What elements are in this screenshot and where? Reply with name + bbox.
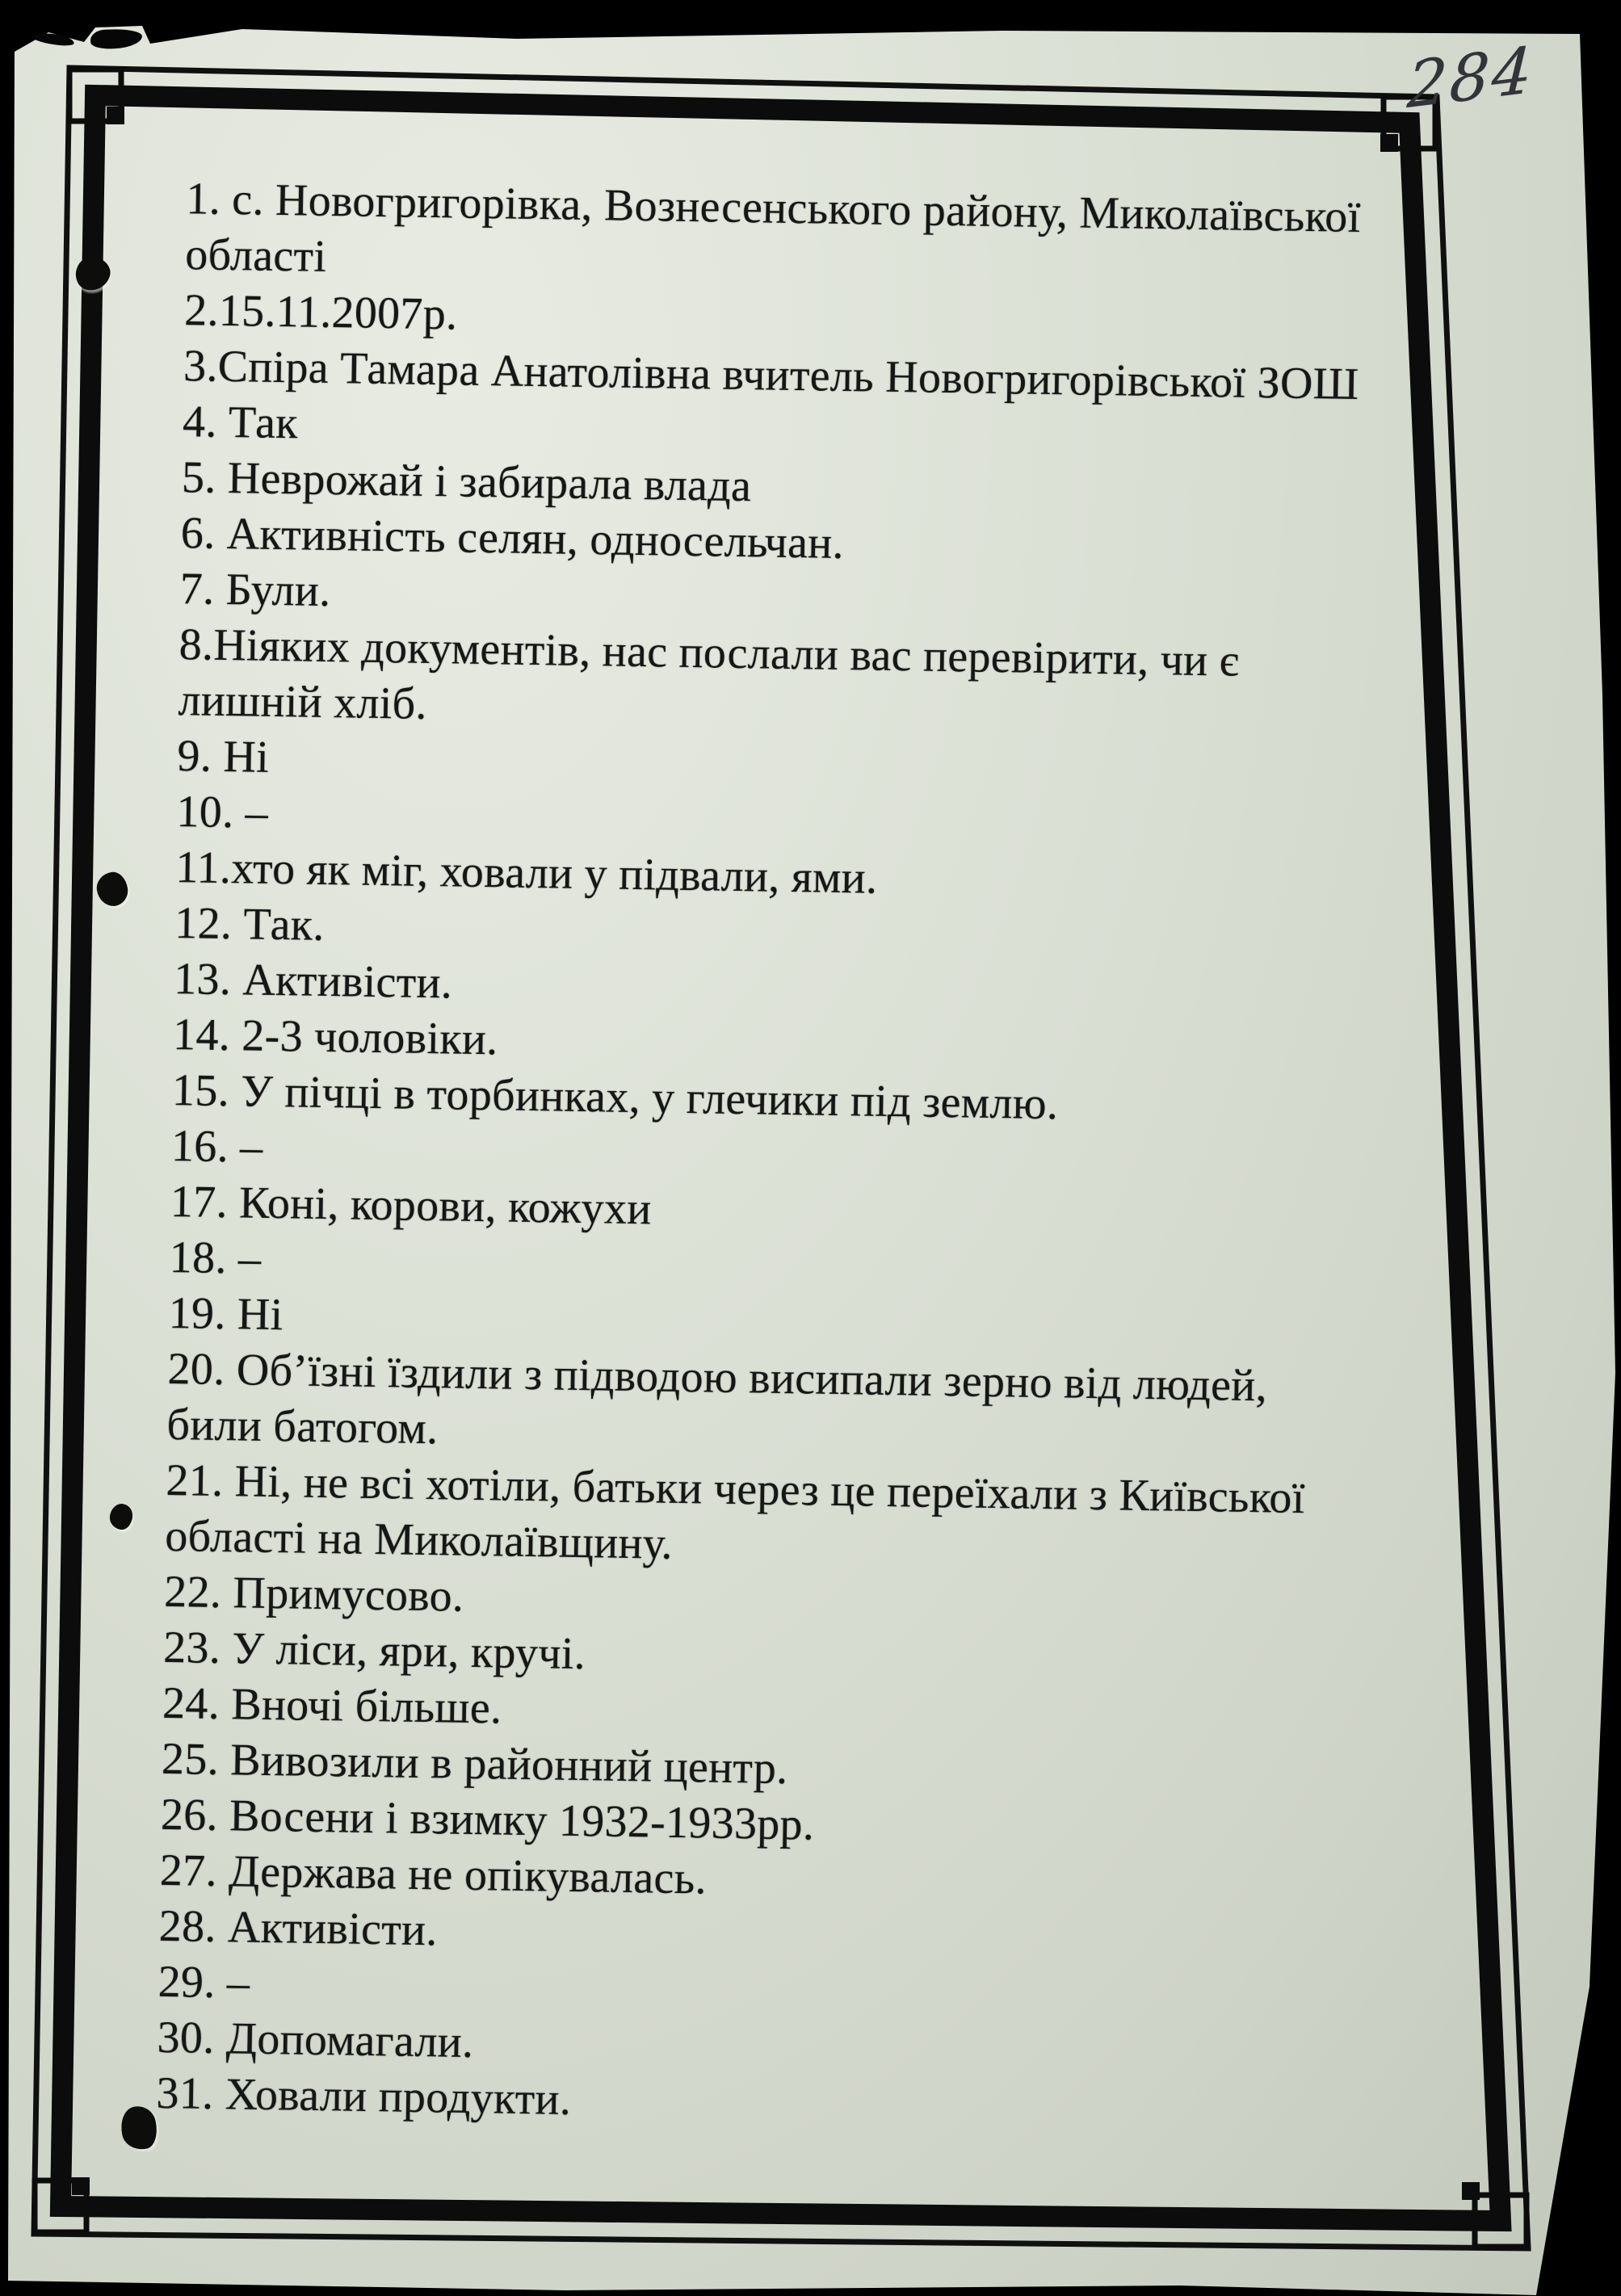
document-line: 3.Спіра Тамара Анатолівна вчитель Новогригорівської ЗОШ [183,341,1359,409]
document-line: 20. Об’їзні їздили з підводою висипали зерно від людей, [167,1343,1268,1412]
document-line: 19. Ні [168,1287,284,1341]
document-line: 10. – [176,787,269,838]
document-line: 2.15.11.2007р. [183,285,458,340]
document-line: 13. Активісти. [173,954,453,1009]
document-line: 16. – [170,1121,263,1173]
document-line: 9. Ні [177,731,270,783]
document-line: 21. Ні, не всі хотіли, батьки через це переїхали з Київської [166,1454,1306,1524]
document-line: 24. Вночі більше. [162,1677,502,1734]
document-line: 4. Так [182,397,299,449]
document-line: 18. – [169,1232,262,1284]
document-line: 27. Держава не опікувалась. [159,1845,708,1904]
document-line: 5. Неврожай і забирала влада [181,452,752,512]
document-text [156,171,1434,2141]
document-line: області на Миколаївщину. [164,1510,674,1569]
document-line: 11.хто як міг, ховали у підвали, ями. [174,842,878,904]
document-line: 14. 2-3 чоловіки. [172,1009,498,1065]
document-line: 22. Примусово. [163,1566,464,1622]
document-line: 26. Восени і взимку 1932-1933рр. [160,1789,815,1850]
document-line: 28. Активісти. [158,1900,439,1956]
document-line: 12. Так. [174,898,325,951]
document-line: 8.Ніяких документів, нас послали вас перевірити, чи є [178,619,1240,686]
handwritten-page-number: 284 [1405,33,1536,124]
document-line: лишній хліб. [178,675,428,729]
document-line: 15. У пічці в торбинках, у глечики під землю. [171,1065,1059,1130]
document-line: області [184,229,327,282]
document-line: били батогом. [166,1399,439,1454]
document-line: 23. У ліси, яри, кручі. [162,1622,586,1680]
document-line: 6. Активність селян, односельчан. [180,508,845,569]
document-line: 31. Ховали продукти. [156,2067,572,2125]
document-line: 17. Коні, корови, кожухи [170,1176,653,1235]
document-line: 25. Вивозили в районний центр. [161,1733,788,1794]
document-line: 30. Допомагали. [157,2012,474,2068]
document-line: 1. с. Новогригорівка, Вознесенського району, Миколаївської [185,174,1361,242]
document-line: 7. Були. [179,564,331,617]
document-line: 29. – [157,1956,250,2008]
